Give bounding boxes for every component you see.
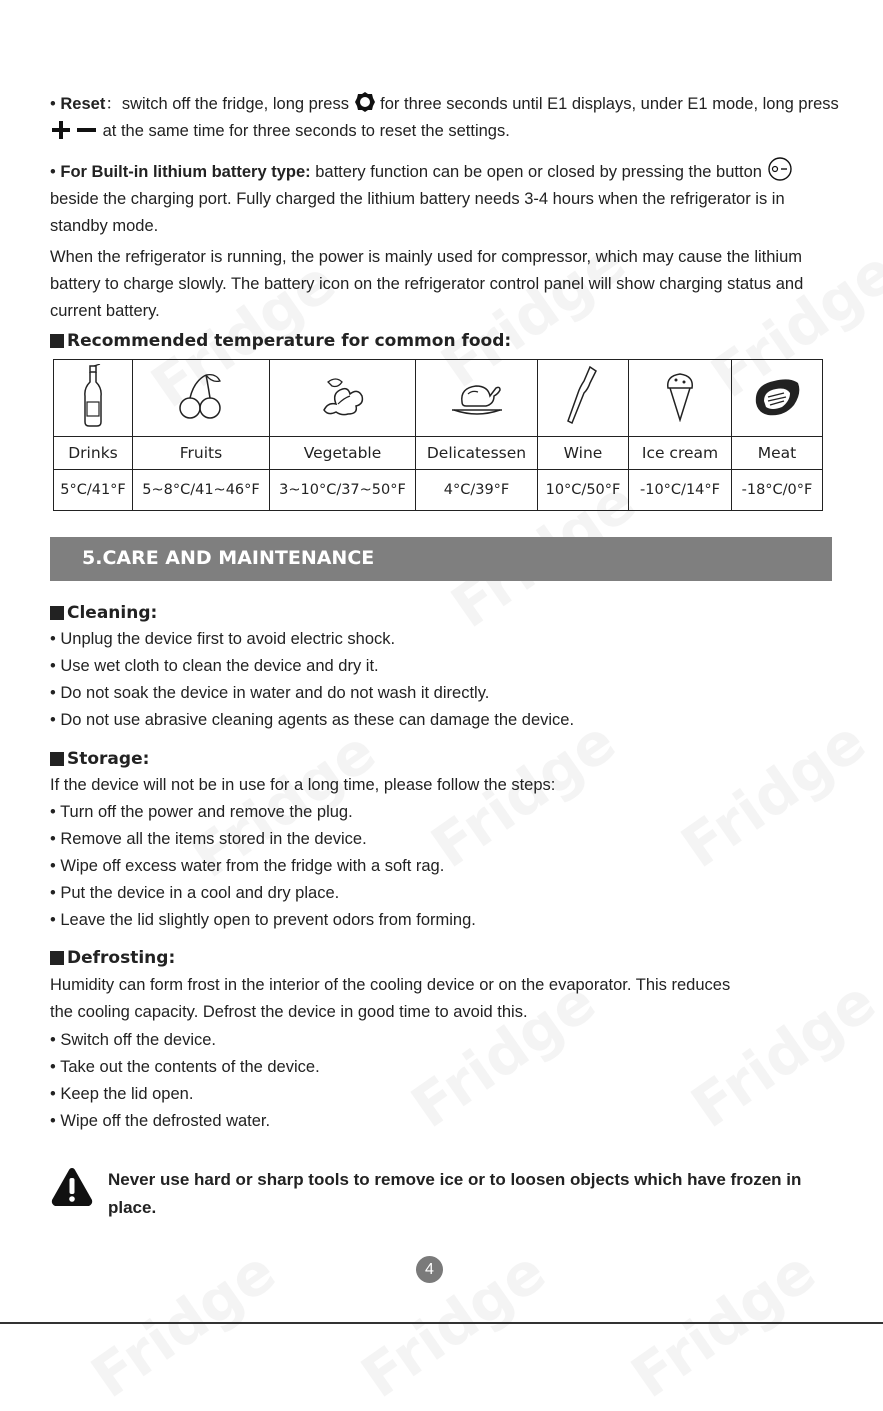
list-item: • Leave the lid slightly open to prevent odors from forming. <box>50 907 476 934</box>
food-temp: 5~8°C/41~46°F <box>133 470 270 511</box>
table-row <box>54 360 823 437</box>
cherries-icon <box>133 360 270 437</box>
food-name: Wine <box>538 437 629 470</box>
list-item: • Wipe off the defrosted water. <box>50 1108 320 1135</box>
list-item: • Put the device in a cool and dry place. <box>50 880 476 907</box>
food-name: Fruits <box>133 437 270 470</box>
reset-paragraph: • Reset：switch off the fridge, long press for three seconds until E1 displays, under E1 mode, long press at the same time for three seconds to reset the settings. <box>50 91 840 145</box>
food-name: Ice cream <box>629 437 732 470</box>
reset-text-b: for three seconds until E1 displays, under E1 mode, long press <box>380 95 839 113</box>
section-banner <box>50 537 832 581</box>
roast-chicken-icon <box>416 360 538 437</box>
storage-heading <box>50 749 149 769</box>
food-temperature-table <box>53 359 823 511</box>
gear-icon <box>354 91 376 113</box>
defrosting-intro: Humidity can form frost in the interior of the cooling device or on the evaporator. This reduces the cooling capacity. Defrost the device in good time to avoid this. <box>50 976 731 1021</box>
recommended-heading <box>50 331 511 351</box>
cleaning-list <box>50 626 574 734</box>
storage-intro: If the device will not be in use for a long time, please follow the steps: <box>50 776 556 794</box>
table-row <box>54 470 823 511</box>
food-name: Drinks <box>54 437 133 470</box>
food-temp: -18°C/0°F <box>732 470 823 511</box>
food-temp: -10°C/14°F <box>629 470 732 511</box>
food-name: Delicatessen <box>416 437 538 470</box>
cleaning-heading <box>50 603 157 623</box>
reset-label: Reset <box>60 95 106 113</box>
food-name: Vegetable <box>270 437 416 470</box>
list-item: • Take out the contents of the device. <box>50 1054 320 1081</box>
page-number: 4 <box>416 1256 443 1283</box>
list-item: • Use wet cloth to clean the device and dry it. <box>50 653 574 680</box>
defrosting-heading-text: Defrosting: <box>67 948 176 968</box>
ice-cream-icon <box>629 360 732 437</box>
list-item: • Keep the lid open. <box>50 1081 320 1108</box>
heading-marker <box>50 752 64 766</box>
defrosting-heading <box>50 948 175 968</box>
storage-list <box>50 799 476 934</box>
food-temp: 4°C/39°F <box>416 470 538 511</box>
battery-paragraph: • For Built-in lithium battery type: battery function can be open or closed by pressing the button beside the charging port. Fully charged the lithium battery needs 3-4 hours when the refrigerator is in standby mode. <box>50 157 840 240</box>
table-row <box>54 437 823 470</box>
food-temp: 3~10°C/37~50°F <box>270 470 416 511</box>
list-item: • Switch off the device. <box>50 1027 320 1054</box>
cleaning-heading-text: Cleaning: <box>67 603 158 623</box>
defrosting-list <box>50 1027 320 1135</box>
wine-bottle-icon <box>538 360 629 437</box>
reset-text-c: at the same time for three seconds to reset the settings. <box>102 122 510 140</box>
food-temp: 5°C/41°F <box>54 470 133 511</box>
plus-minus-icon <box>50 120 98 140</box>
heading-marker <box>50 951 64 965</box>
power-button-icon <box>767 157 793 181</box>
vegetable-icon <box>270 360 416 437</box>
list-item: • Unplug the device first to avoid electric shock. <box>50 626 574 653</box>
list-item: • Turn off the power and remove the plug. <box>50 799 476 826</box>
warning-icon <box>50 1166 94 1208</box>
list-item: • Wipe off excess water from the fridge with a soft rag. <box>50 853 476 880</box>
heading-marker <box>50 334 64 348</box>
running-paragraph: When the refrigerator is running, the power is mainly used for compressor, which may cause the lithium battery to charge slowly. The battery icon on the refrigerator control panel will show charging status and current battery. <box>50 248 804 320</box>
storage-heading-text: Storage: <box>67 749 150 769</box>
warning-box <box>50 1166 828 1222</box>
food-name: Meat <box>732 437 823 470</box>
list-item: • Remove all the items stored in the device. <box>50 826 476 853</box>
bottle-icon <box>54 360 133 437</box>
battery-text-a: battery function can be open or closed by pressing the button <box>315 163 762 181</box>
battery-text-b: beside the charging port. Fully charged the lithium battery needs 3-4 hours when the refrigerator is in standby mode. <box>50 190 785 235</box>
steak-icon <box>732 360 823 437</box>
recommended-heading-text: Recommended temperature for common food: <box>67 331 512 351</box>
list-item: • Do not use abrasive cleaning agents as these can damage the device. <box>50 707 574 734</box>
warning-text: Never use hard or sharp tools to remove ice or to loosen objects which have frozen in place. <box>108 1170 802 1217</box>
heading-marker <box>50 606 64 620</box>
battery-label: For Built-in lithium battery type: <box>60 163 311 181</box>
list-item: • Do not soak the device in water and do not wash it directly. <box>50 680 574 707</box>
food-temp: 10°C/50°F <box>538 470 629 511</box>
section-title: 5.CARE AND MAINTENANCE <box>82 547 375 569</box>
reset-text-a: ：switch off the fridge, long press <box>105 95 349 113</box>
